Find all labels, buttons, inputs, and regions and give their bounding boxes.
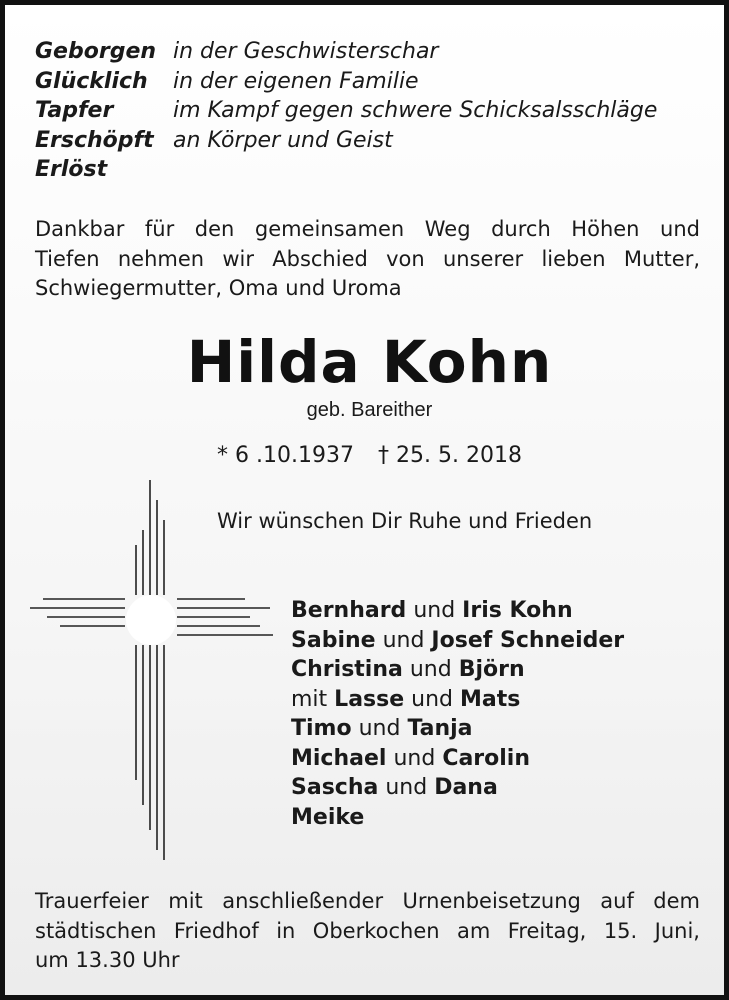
poem-line-text: an Körper und Geist <box>173 127 393 153</box>
intro-line: Tiefen nehmen wir Abschied von unserer lieben Mutter, <box>35 246 700 271</box>
family-name: Timo <box>291 716 352 741</box>
funeral-info <box>35 887 700 976</box>
family-joiner: und <box>358 716 401 741</box>
poem-keyword: Erschöpft <box>35 127 154 153</box>
family-joiner: und <box>382 627 425 653</box>
poem-row <box>35 37 657 67</box>
family-name: Dana <box>434 775 498 800</box>
family-name: Carolin <box>442 745 531 771</box>
family-entry <box>291 773 624 803</box>
family-entry <box>291 803 624 833</box>
life-dates <box>5 443 729 468</box>
birth-date: * 6 .10.1937 <box>217 443 354 468</box>
family-joiner: und <box>413 598 456 623</box>
birth-name: geb. Bareither <box>306 399 433 421</box>
poem-keyword: Tapfer <box>35 98 114 123</box>
family-name: Sabine <box>291 627 376 653</box>
poem-keyword: Glücklich <box>35 68 148 94</box>
cross-with-sun-icon <box>5 475 305 875</box>
family-joiner: und <box>393 745 436 771</box>
family-joiner: und <box>409 657 452 682</box>
family-name: Sascha <box>291 775 379 800</box>
wish-text: Wir wünschen Dir Ruhe und Frieden <box>217 509 593 533</box>
funeral-line: Trauerfeier mit anschließender Urnenbeisetzung auf dem <box>35 889 700 913</box>
family-name: Mats <box>460 686 521 712</box>
deceased-name: Hilda Kohn <box>186 328 553 396</box>
poem-row <box>35 96 657 126</box>
death-date: † 25. 5. 2018 <box>378 443 522 468</box>
poem-keyword: Erlöst <box>35 157 108 182</box>
poem-line-text: in der eigenen Familie <box>173 68 419 94</box>
family-entry <box>291 714 624 744</box>
family-name: Iris Kohn <box>462 598 573 623</box>
family-prefix: mit <box>291 686 328 712</box>
poem-line-text: im Kampf gegen schwere Schicksalsschläge <box>173 98 658 123</box>
family-name: Björn <box>458 657 525 682</box>
intro-line: Schwiegermutter, Oma und Uroma <box>35 276 402 300</box>
poem-line-text: in der Geschwisterschar <box>173 39 439 64</box>
intro-line: Dankbar für den gemeinsamen Weg durch Höhen und <box>35 217 700 241</box>
poem-row <box>35 67 657 97</box>
poem-row <box>35 155 657 185</box>
poem-keyword: Geborgen <box>35 39 157 64</box>
family-entry <box>291 655 624 685</box>
family-name: Michael <box>291 745 387 771</box>
funeral-line: um 13.30 Uhr <box>35 948 180 972</box>
family-name: Meike <box>291 804 365 830</box>
funeral-line: städtischen Friedhof in Oberkochen am Freitag, 15. Juni, <box>35 918 700 943</box>
family-entry <box>291 744 624 774</box>
family-joiner: und <box>385 775 428 800</box>
family-name: Tanja <box>407 716 473 741</box>
poem-block <box>35 37 657 185</box>
family-entry <box>291 626 624 656</box>
intro-text <box>35 215 700 304</box>
family-list <box>291 596 624 832</box>
family-name: Lasse <box>334 686 405 712</box>
family-entry <box>291 685 624 715</box>
family-name: Christina <box>291 657 403 682</box>
family-name: Bernhard <box>291 598 407 623</box>
family-name: Josef Schneider <box>431 627 625 653</box>
family-entry <box>291 596 624 626</box>
family-joiner: und <box>411 686 454 712</box>
poem-row <box>35 126 657 156</box>
